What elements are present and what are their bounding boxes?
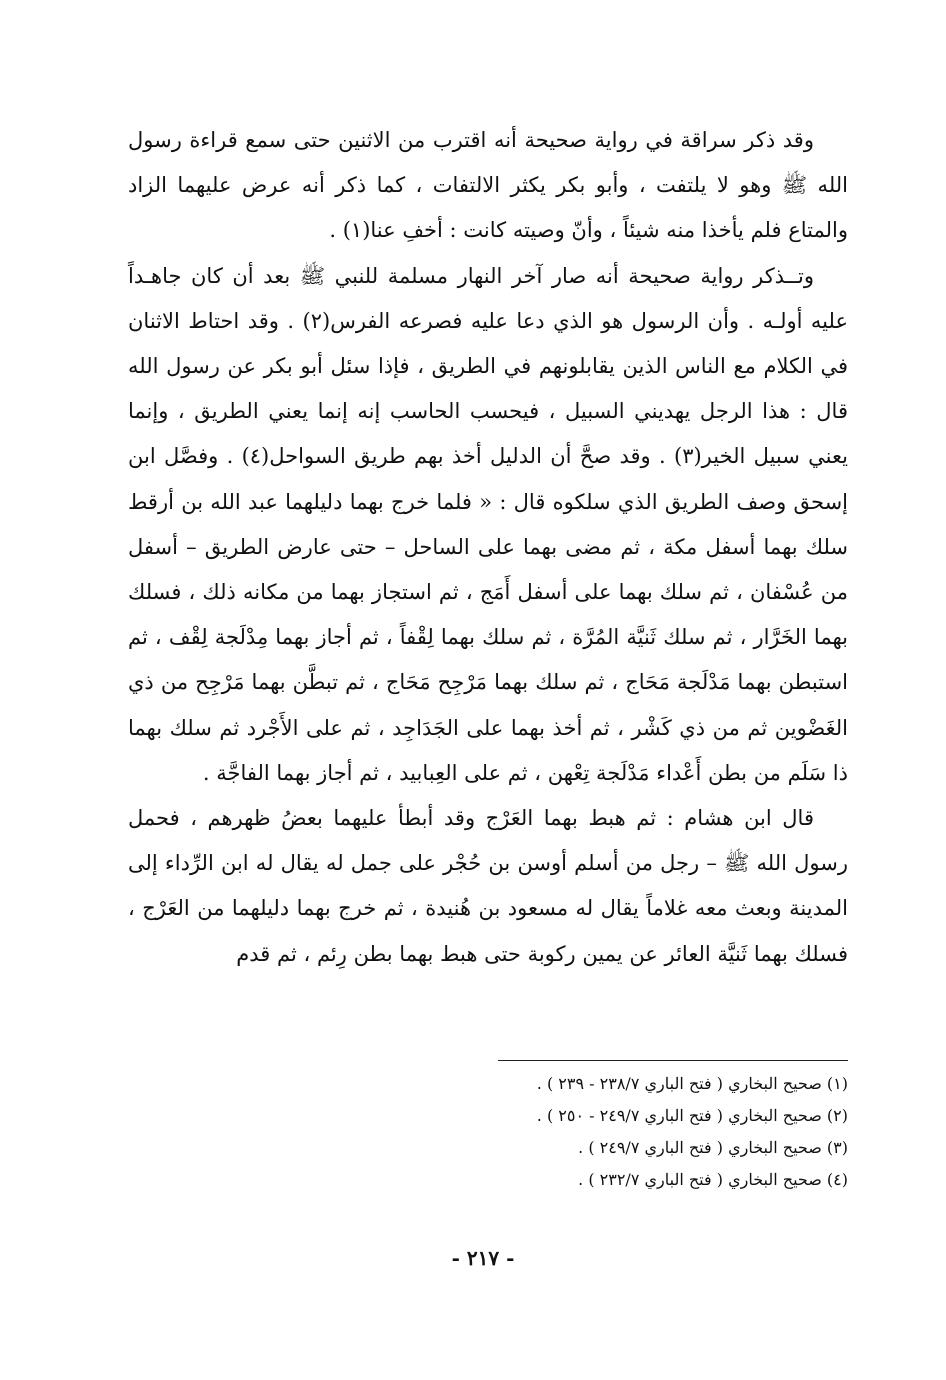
footnotes-list — [330, 1068, 848, 1196]
footnote-2: (٢) صحيح البخاري ( فتح الباري ٢٤٩/٧ - ٢٥٠ ) . — [536, 1106, 848, 1125]
footnote-4: (٤) صحيح البخاري ( فتح الباري ٢٣٢/٧ ) . — [578, 1170, 848, 1189]
footnote-separator — [498, 1060, 848, 1061]
paragraph-2: وتــذكر رواية صحيحة أنه صار آخر النهار مسلمة للنبي ﷺ بعد أن كان جاهـداً عليه أولـه . وأن الرسول هو الذي دعا عليه فصرعه الفرس(٢) . وقد احتاط الاثنان في الكلام مع الناس الذين يقابلونهم في الطريق ، فإذا سئل أبو بكر عن رسول الله قال : هذا الرجل يهديني السبيل ، فيحسب الحاسب إنه إنما يعني الطريق ، وإنما يعني سبيل الخير(٣) . وقد صحَّ أن الدليل أخذ بهم طريق السواحل(٤) . وفصَّل ابن إسحق وصف الطريق الذي سلكوه قال : « فلما خرج بهما دليلهما عبد الله بن أرقط سلك بهما أسفل مكة ، ثم مضى بهما على الساحل – حتى عارض الطريق – أسفل من عُسْفان ، ثم سلك بهما على أسفل أَمَج ، ثم استجاز بهما من مكانه ذلك ، فسلك بهما الخَرَّار ، ثم سلك ثَنيَّة المُرَّة ، ثم سلك بهما لِقْفاً ، ثم أجاز بهما مِدْلَجة لِقْف ، ثم استبطن بهما مَدْلَجة مَحَاج ، ثم سلك بهما مَرْجِح مَحَاج ، ثم تبطَّن بهما مَرْجِح من ذي الغَضْوين ثم من ذي كَشْر ، ثم أخذ بهما على الجَدَاجِد ، ثم على الأَجْرد ثم سلك بهما ذا سَلَم من بطن أَعْداء مَدْلَجة تِعْهن ، ثم على العِبابيد ، ثم أجاز بهما الفاجَّة . — [128, 263, 848, 785]
paragraph-1: وقد ذكر سراقة في رواية صحيحة أنه اقترب من الاثنين حتى سمع قراءة رسول الله ﷺ وهو لا يلتفت ، وأبو بكر يكثر الالتفات ، كما ذكر أنه عرض عليهما الزاد والمتاع فلم يأخذا منه شيئاً ، وأنّ وصيته كانت : أخفِ عنا(١) . — [128, 128, 848, 243]
footnote-1: (١) صحيح البخاري ( فتح الباري ٢٣٨/٧ - ٢٣٩ ) . — [536, 1074, 848, 1093]
main-text — [128, 118, 848, 977]
footnote-3: (٣) صحيح البخاري ( فتح الباري ٢٤٩/٧ ) . — [578, 1138, 848, 1157]
page-number: - ٢١٧ - — [451, 1246, 515, 1270]
paragraph-3: قال ابن هشام : ثم هبط بهما العَرْج وقد أبطأ عليهما بعضُ ظهرهم ، فحمل رسول الله ﷺ – رجل من أسلم أوسن بن حُجْر على جمل له يقال له ابن الرِّداء إلى المدينة وبعث معه غلاماً يقال له مسعود بن هُنيدة ، ثم خرج بهما دليلهما من العَرْج ، فسلك بهما ثَنيَّة العائر عن يمين ركوبة حتى هبط بهما بطن رِئم ، ثم قدم — [128, 806, 848, 966]
